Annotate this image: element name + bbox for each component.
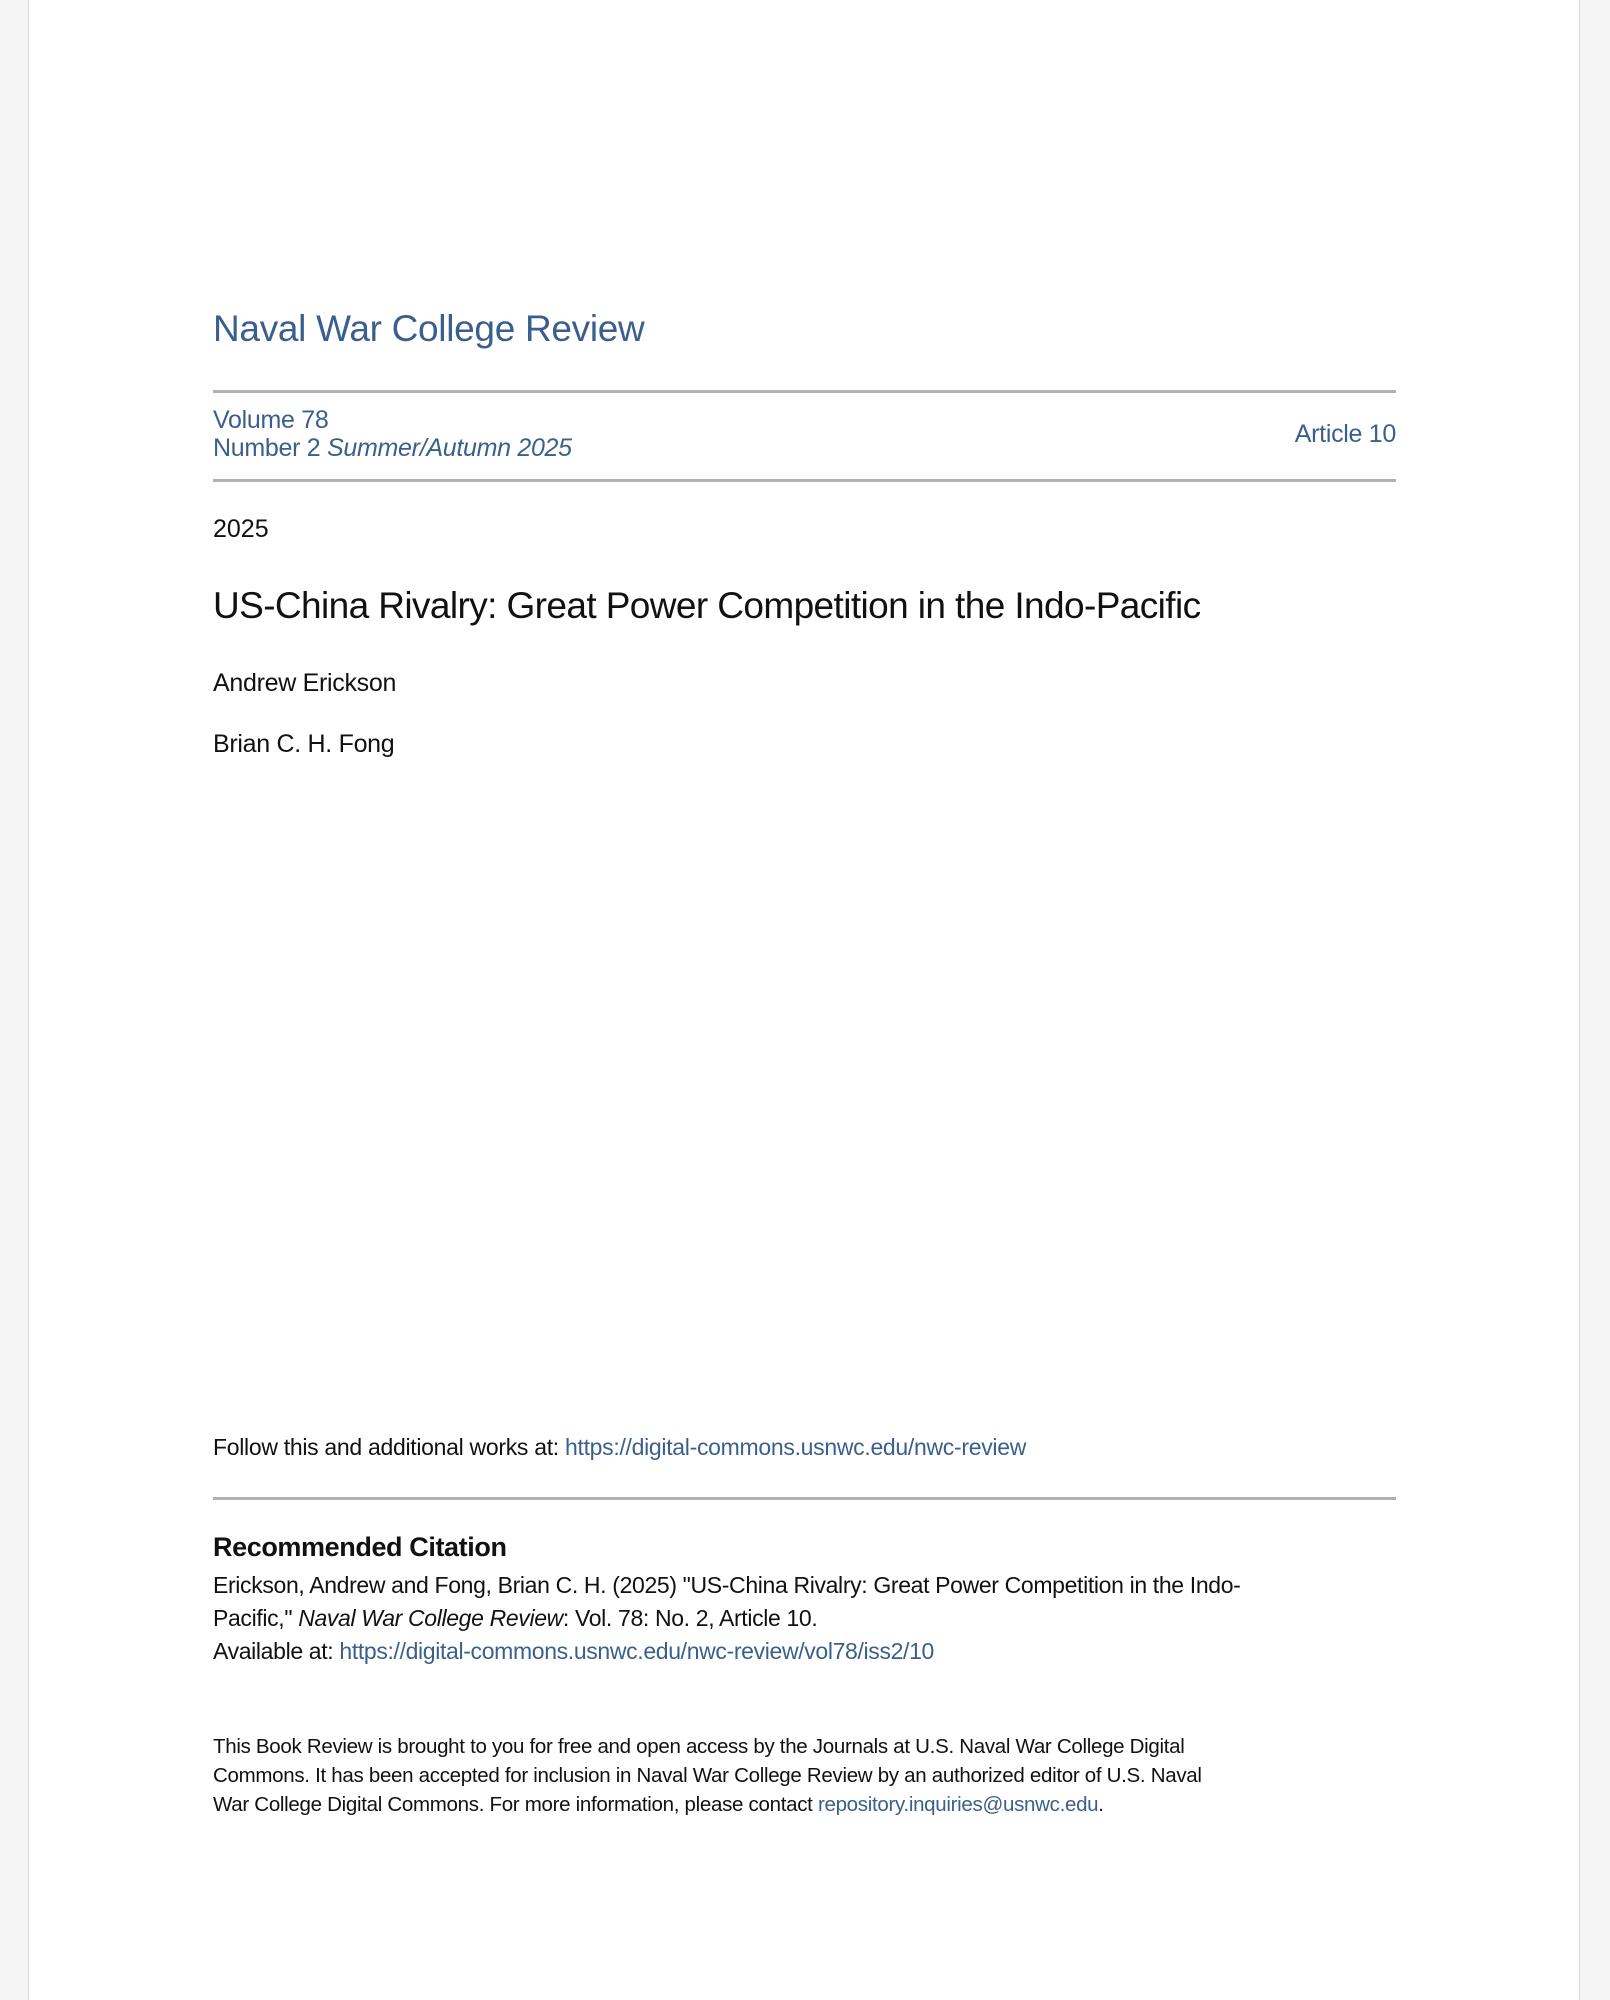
author: Andrew Erickson (213, 669, 397, 697)
issue-number: Number 2 Summer/Autumn 2025 (213, 434, 572, 462)
author: Brian C. H. Fong (213, 730, 395, 758)
article-link[interactable]: https://digital-commons.usnwc.edu/nwc-review/vol78/iss2/10 (339, 1638, 934, 1664)
document-page (28, 0, 1580, 2000)
notice-line: This Book Review is brought to you for free and open access by the Journals at U.S. Naval War College Digital (213, 1735, 1185, 1758)
volume-info (213, 406, 572, 462)
volume: Volume 78 (213, 406, 329, 434)
journal-title: Naval War College Review (213, 308, 645, 349)
publication-year: 2025 (213, 515, 269, 543)
citation-available: Available at: https://digital-commons.usnwc.edu/nwc-review/vol78/iss2/10 (213, 1638, 934, 1664)
notice-line: Commons. It has been accepted for inclusion in Naval War College Review by an authorized editor of U.S. Naval (213, 1764, 1202, 1787)
citation-journal: Naval War College Review (298, 1605, 563, 1631)
article-title: US-China Rivalry: Great Power Competition in the Indo-Pacific (213, 585, 1201, 626)
notice-line: War College Digital Commons. For more information, please contact repository.inquiries@usnwc.edu. (213, 1793, 1104, 1816)
follow-line: Follow this and additional works at: https://digital-commons.usnwc.edu/nwc-review (213, 1434, 1027, 1460)
citation-heading: Recommended Citation (213, 1532, 507, 1562)
divider (213, 390, 1396, 393)
collection-link[interactable]: https://digital-commons.usnwc.edu/nwc-review (564, 1434, 1027, 1460)
divider (213, 1497, 1396, 1500)
contact-email-link[interactable]: repository.inquiries@usnwc.edu (817, 1793, 1099, 1816)
issue-name: Summer/Autumn 2025 (327, 434, 572, 462)
citation-line: Pacific," Naval War College Review: Vol. 78: No. 2, Article 10. (213, 1605, 818, 1631)
article-number: Article 10 (1294, 420, 1396, 448)
divider (213, 479, 1396, 482)
citation-line: Erickson, Andrew and Fong, Brian C. H. (2025) "US-China Rivalry: Great Power Competition in the Indo- (213, 1572, 1241, 1598)
